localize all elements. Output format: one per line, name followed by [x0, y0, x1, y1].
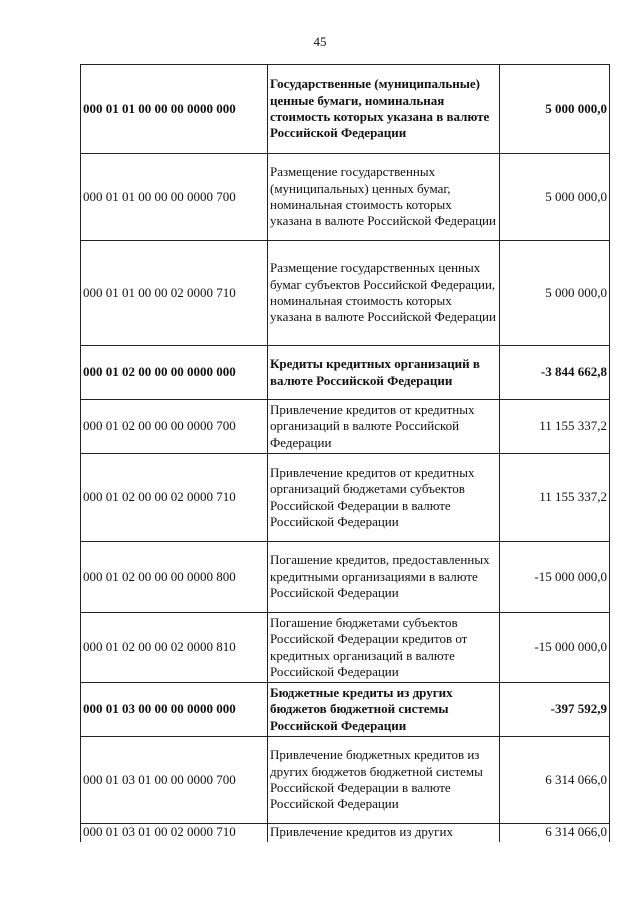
description-cell: Привлечение кредитов от кредитных организаций в валюте Российской Федерации [268, 400, 500, 454]
description-cell: Привлечение бюджетных кредитов из других бюджетов бюджетной системы Российской Федерации в валюте Российской Федерации [268, 737, 500, 824]
budget-code-cell: 000 01 01 00 00 00 0000 000 [81, 65, 268, 154]
budget-code-cell: 000 01 02 00 00 02 0000 710 [81, 454, 268, 542]
description-cell: Размещение государственных ценных бумаг субъектов Российской Федерации, номинальная стоимость которых указана в валюте Российской Федерации [268, 241, 500, 346]
amount-cell: -397 592,9 [500, 683, 610, 737]
table-row [81, 454, 610, 542]
description-cell: Погашение кредитов, предоставленных кредитными организациями в валюте Российской Федерации [268, 542, 500, 613]
table-row [81, 824, 610, 842]
amount-cell: 6 314 066,0 [500, 824, 610, 842]
description-cell: Размещение государственных (муниципальных) ценных бумаг, номинальная стоимость которых указана в валюте Российской Федерации [268, 154, 500, 241]
budget-code-cell: 000 01 01 00 00 02 0000 710 [81, 241, 268, 346]
budget-code-cell: 000 01 03 01 00 02 0000 710 [81, 824, 268, 842]
budget-code-cell: 000 01 01 00 00 00 0000 700 [81, 154, 268, 241]
amount-cell: 5 000 000,0 [500, 241, 610, 346]
budget-code-cell: 000 01 02 00 00 00 0000 700 [81, 400, 268, 454]
amount-cell: 6 314 066,0 [500, 737, 610, 824]
budget-sources-table [80, 64, 610, 842]
table-row [81, 613, 610, 683]
table-row [81, 241, 610, 346]
budget-code-cell: 000 01 02 00 00 00 0000 000 [81, 346, 268, 400]
table-row [81, 346, 610, 400]
budget-code-cell: 000 01 02 00 00 00 0000 800 [81, 542, 268, 613]
description-cell: Бюджетные кредиты из других бюджетов бюджетной системы Российской Федерации [268, 683, 500, 737]
description-cell: Государственные (муниципальные) ценные бумаги, номинальная стоимость которых указана в валюте Российской Федерации [268, 65, 500, 154]
amount-cell: -15 000 000,0 [500, 613, 610, 683]
amount-cell: -15 000 000,0 [500, 542, 610, 613]
table-row [81, 154, 610, 241]
table-row [81, 400, 610, 454]
description-cell: Привлечение кредитов из других [268, 824, 500, 842]
table-row [81, 65, 610, 154]
description-cell: Кредиты кредитных организаций в валюте Российской Федерации [268, 346, 500, 400]
description-cell: Привлечение кредитов от кредитных организаций бюджетами субъектов Российской Федерации в валюте Российской Федерации [268, 454, 500, 542]
amount-cell: 5 000 000,0 [500, 154, 610, 241]
page-number: 45 [313, 34, 327, 49]
amount-cell: -3 844 662,8 [500, 346, 610, 400]
description-cell: Погашение бюджетами субъектов Российской Федерации кредитов от кредитных организаций в валюте Российской Федерации [268, 613, 500, 683]
table-row [81, 683, 610, 737]
budget-code-cell: 000 01 03 01 00 00 0000 700 [81, 737, 268, 824]
amount-cell: 11 155 337,2 [500, 454, 610, 542]
table-row [81, 737, 610, 824]
amount-cell: 5 000 000,0 [500, 65, 610, 154]
amount-cell: 11 155 337,2 [500, 400, 610, 454]
budget-code-cell: 000 01 03 00 00 00 0000 000 [81, 683, 268, 737]
budget-code-cell: 000 01 02 00 00 02 0000 810 [81, 613, 268, 683]
table-row [81, 542, 610, 613]
